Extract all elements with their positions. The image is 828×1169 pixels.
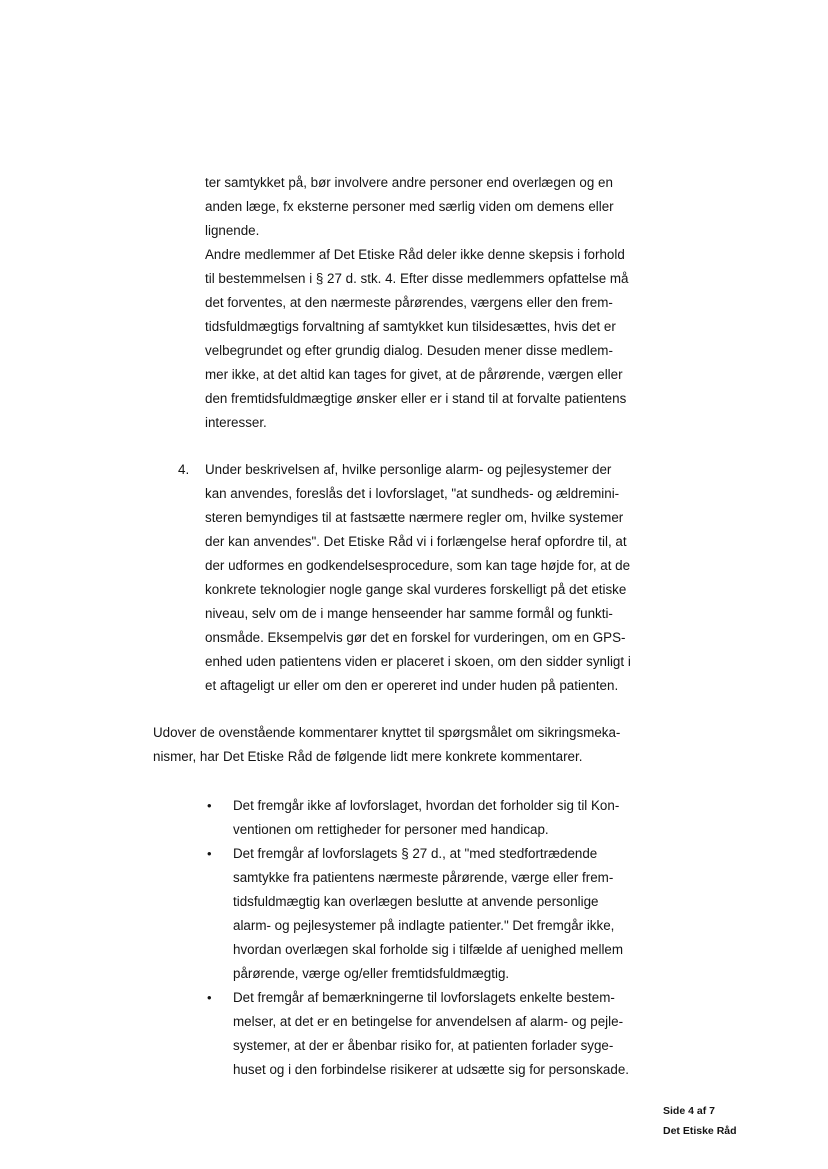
text-line: Udover de ovenstående kommentarer knyttet til spørgsmålet om sikringsmeka- bbox=[153, 725, 621, 740]
text-line: konkrete teknologier nogle gange skal vurderes forskelligt på det etiske bbox=[205, 582, 627, 597]
text-line: alarm- og pejlesystemer på indlagte patienter." Det fremgår ikke, bbox=[233, 918, 615, 933]
text-line: hvordan overlægen skal forholde sig i tilfælde af uenighed mellem bbox=[233, 942, 624, 957]
text-line: enhed uden patientens viden er placeret i skoen, om den sidder synligt i bbox=[205, 654, 631, 669]
text-line: onsmåde. Eksempelvis gør det en forskel for vurderingen, om en GPS- bbox=[205, 630, 626, 645]
text-line: nismer, har Det Etiske Råd de følgende lidt mere konkrete kommentarer. bbox=[153, 749, 583, 764]
page-number: Side 4 af 7 bbox=[663, 1105, 715, 1117]
text-line: tidsfuldmægtigs forvaltning af samtykket kun tilsidesættes, hvis det er bbox=[205, 319, 616, 334]
bullet-marker: • bbox=[207, 846, 212, 861]
text-line: Under beskrivelsen af, hvilke personlige alarm- og pejlesystemer der bbox=[205, 462, 612, 477]
text-line: systemer, at der er åbenbar risiko for, at patienten forlader syge- bbox=[233, 1038, 614, 1053]
text-line: der kan anvendes". Det Etiske Råd vi i forlængelse heraf opfordre til, at bbox=[205, 534, 627, 549]
bullet-marker: • bbox=[207, 990, 212, 1005]
item-number: 4. bbox=[178, 462, 190, 477]
text-line: mer ikke, at det altid kan tages for givet, at de pårørende, værgen eller bbox=[205, 367, 623, 382]
text-line: interesser. bbox=[205, 415, 267, 430]
text-line: til bestemmelsen i § 27 d. stk. 4. Efter disse medlemmers opfattelse må bbox=[205, 271, 629, 286]
text-line: pårørende, værge og/eller fremtidsfuldmægtig. bbox=[233, 966, 510, 981]
text-line: ventionen om rettigheder for personer med handicap. bbox=[233, 822, 549, 837]
text-line: tidsfuldmægtig kan overlægen beslutte at anvende personlige bbox=[233, 894, 599, 909]
text-line: det forventes, at den nærmeste pårørendes, værgens eller den frem- bbox=[205, 295, 613, 310]
text-line: Det fremgår af bemærkningerne til lovforslagets enkelte bestem- bbox=[233, 990, 615, 1005]
text-line: steren bemyndiges til at fastsætte nærmere regler om, hvilke systemer bbox=[205, 510, 624, 525]
text-line: samtykke fra patientens nærmeste pårørende, værge eller frem- bbox=[233, 870, 614, 885]
text-line: melser, at det er en betingelse for anvendelsen af alarm- og pejle- bbox=[233, 1014, 624, 1029]
text-line: velbegrundet og efter grundig dialog. Desuden mener disse medlem- bbox=[205, 343, 613, 358]
text-line: den fremtidsfuldmægtige ønsker eller er i stand til at forvalte patientens bbox=[205, 391, 627, 406]
text-line: et aftageligt ur eller om den er opereret ind under huden på patienten. bbox=[205, 678, 619, 693]
text-line: Andre medlemmer af Det Etiske Råd deler ikke denne skepsis i forhold bbox=[205, 247, 625, 262]
text-line: Det fremgår af lovforslagets § 27 d., at "med stedfortrædende bbox=[233, 846, 598, 861]
text-line: ter samtykket på, bør involvere andre personer end overlægen og en bbox=[205, 175, 613, 190]
text-line: der udformes en godkendelsesprocedure, som kan tage højde for, at de bbox=[205, 558, 631, 573]
footer-organization: Det Etiske Råd bbox=[663, 1125, 737, 1137]
text-line: lignende. bbox=[205, 223, 260, 238]
bullet-marker: • bbox=[207, 798, 212, 813]
text-line: huset og i den forbindelse risikerer at udsætte sig for personskade. bbox=[233, 1062, 629, 1077]
text-line: anden læge, fx eksterne personer med særlig viden om demens eller bbox=[205, 199, 614, 214]
text-line: Det fremgår ikke af lovforslaget, hvordan det forholder sig til Kon- bbox=[233, 798, 620, 813]
text-line: niveau, selv om de i mange henseender har samme formål og funkti- bbox=[205, 606, 613, 621]
text-line: kan anvendes, foreslås det i lovforslaget, "at sundheds- og ældremini- bbox=[205, 486, 620, 501]
